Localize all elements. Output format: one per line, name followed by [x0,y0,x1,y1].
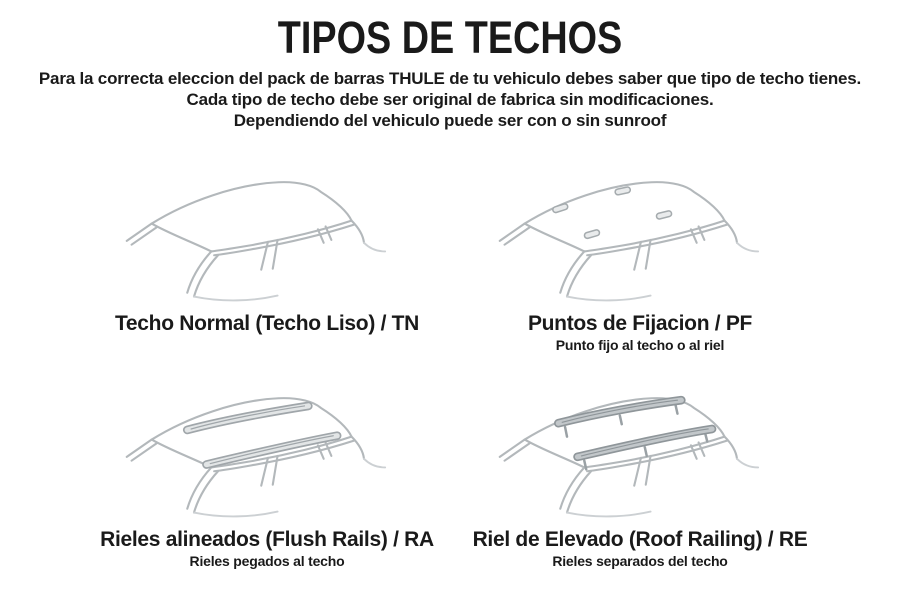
roof-type-sublabel-pf: Punto fijo al techo o al riel [555,337,725,353]
roof-type-label-re: Riel de Elevado (Roof Railing) / RE [472,528,808,551]
roof-type-card-re [455,380,825,569]
page-title-text: TIPOS DE TECHOS [277,12,623,63]
intro-line-2: Cada tipo de techo debe ser original de fabrica sin modificaciones. [186,90,714,109]
roof-type-card-tn [82,164,452,336]
flush-rails-icon [187,406,337,465]
intro-paragraph [0,68,900,131]
intro-line-1: Para la correcta eleccion del pack de barras THULE de tu vehiculo debes saber que tipo de techo tienes. [38,69,862,88]
roof-type-card-ra [82,380,452,569]
fixpoint-roof-illustration [465,164,815,310]
raised-rails-roof-illustration [465,380,815,526]
roof-type-sublabel-re: Rieles separados del techo [552,553,728,569]
roof-type-sublabel-ra: Rieles pegados al techo [189,553,345,569]
fixation-points-icon [552,186,672,239]
infographic-page [0,12,900,612]
roof-type-card-pf [455,164,825,353]
intro-line-3: Dependiendo del vehiculo puede ser con o sin sunroof [233,111,667,130]
roof-type-label-ra: Rieles alineados (Flush Rails) / RA [100,528,434,551]
flush-rails-roof-illustration [92,380,442,526]
normal-roof-illustration [92,164,442,310]
roof-type-label-pf: Puntos de Fijacion / PF [527,312,753,335]
page-title [0,12,900,64]
roof-type-label-tn: Techo Normal (Techo Liso) / TN [114,312,420,335]
